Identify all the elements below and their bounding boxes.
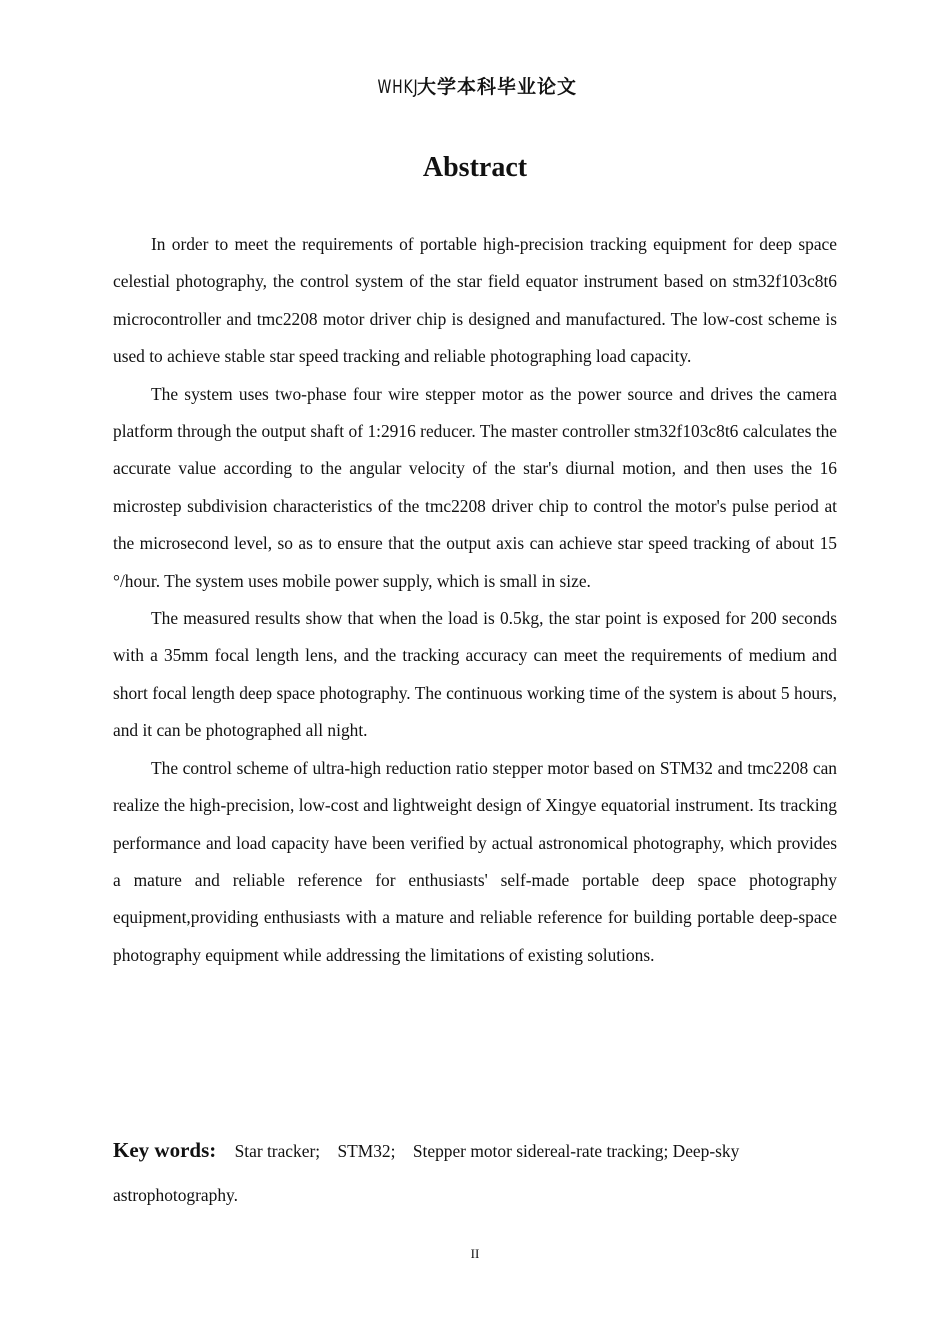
keyword-item: STM32; — [337, 1141, 396, 1161]
running-header — [0, 72, 950, 99]
header-cjk: 大学本科毕业论文 — [417, 76, 578, 98]
page-title: Abstract — [422, 152, 528, 183]
abstract-paragraph: The system uses two-phase four wire stepper motor as the power source and drives the camera platform through the output shaft of 1:2916 reducer. The master controller stm32f103c8t6 calculates the accurate value according to the angular velocity of the star's diurnal motion, and then uses the 16 microstep subdivision characteristics of the tmc2208 driver chip to control the motor's pulse period at the microsecond level, so as to ensure that the output axis can achieve star speed tracking of about 15 °/hour. The system uses mobile power supply, which is small in size. — [113, 383, 837, 591]
header-latin: WHKJ — [377, 76, 419, 98]
keyword-item: Star tracker; — [234, 1141, 321, 1161]
page-number: II — [470, 1246, 480, 1261]
abstract-body — [113, 226, 837, 974]
abstract-paragraph: In order to meet the requirements of portable high-precision tracking equipment for deep space celestial photography, the control system of the star field equator instrument based on stm32f103c8t6 microcontroller and tmc2208 motor driver chip is designed and manufactured. The low-cost scheme is used to achieve stable star speed tracking and reliable photographing load capacity. — [113, 234, 837, 367]
keywords-section — [113, 1128, 837, 1217]
abstract-paragraph: The measured results show that when the load is 0.5kg, the star point is exposed for 200 seconds with a 35mm focal length lens, and the tracking accuracy can meet the requirements of medium and short focal length deep space photography. The continuous working time of the system is about 5 hours, and it can be photographed all night. — [113, 608, 837, 741]
abstract-paragraph: The control scheme of ultra-high reduction ratio stepper motor based on STM32 and tmc2208 can realize the high-precision, low-cost and lightweight design of Xingye equatorial instrument. Its tracking performance and load capacity have been verified by actual astronomical photography, which provides a mature and reliable reference for enthusiasts' self-made portable deep space photography equipment,providing enthusiasts with a mature and reliable reference for building portable deep-space photography equipment while addressing the limitations of existing solutions. — [113, 757, 837, 965]
keyword-item: Stepper motor sidereal-rate tracking; Deep-sky astrophotography. — [113, 1141, 740, 1205]
keywords-label: Key words: — [113, 1138, 217, 1162]
